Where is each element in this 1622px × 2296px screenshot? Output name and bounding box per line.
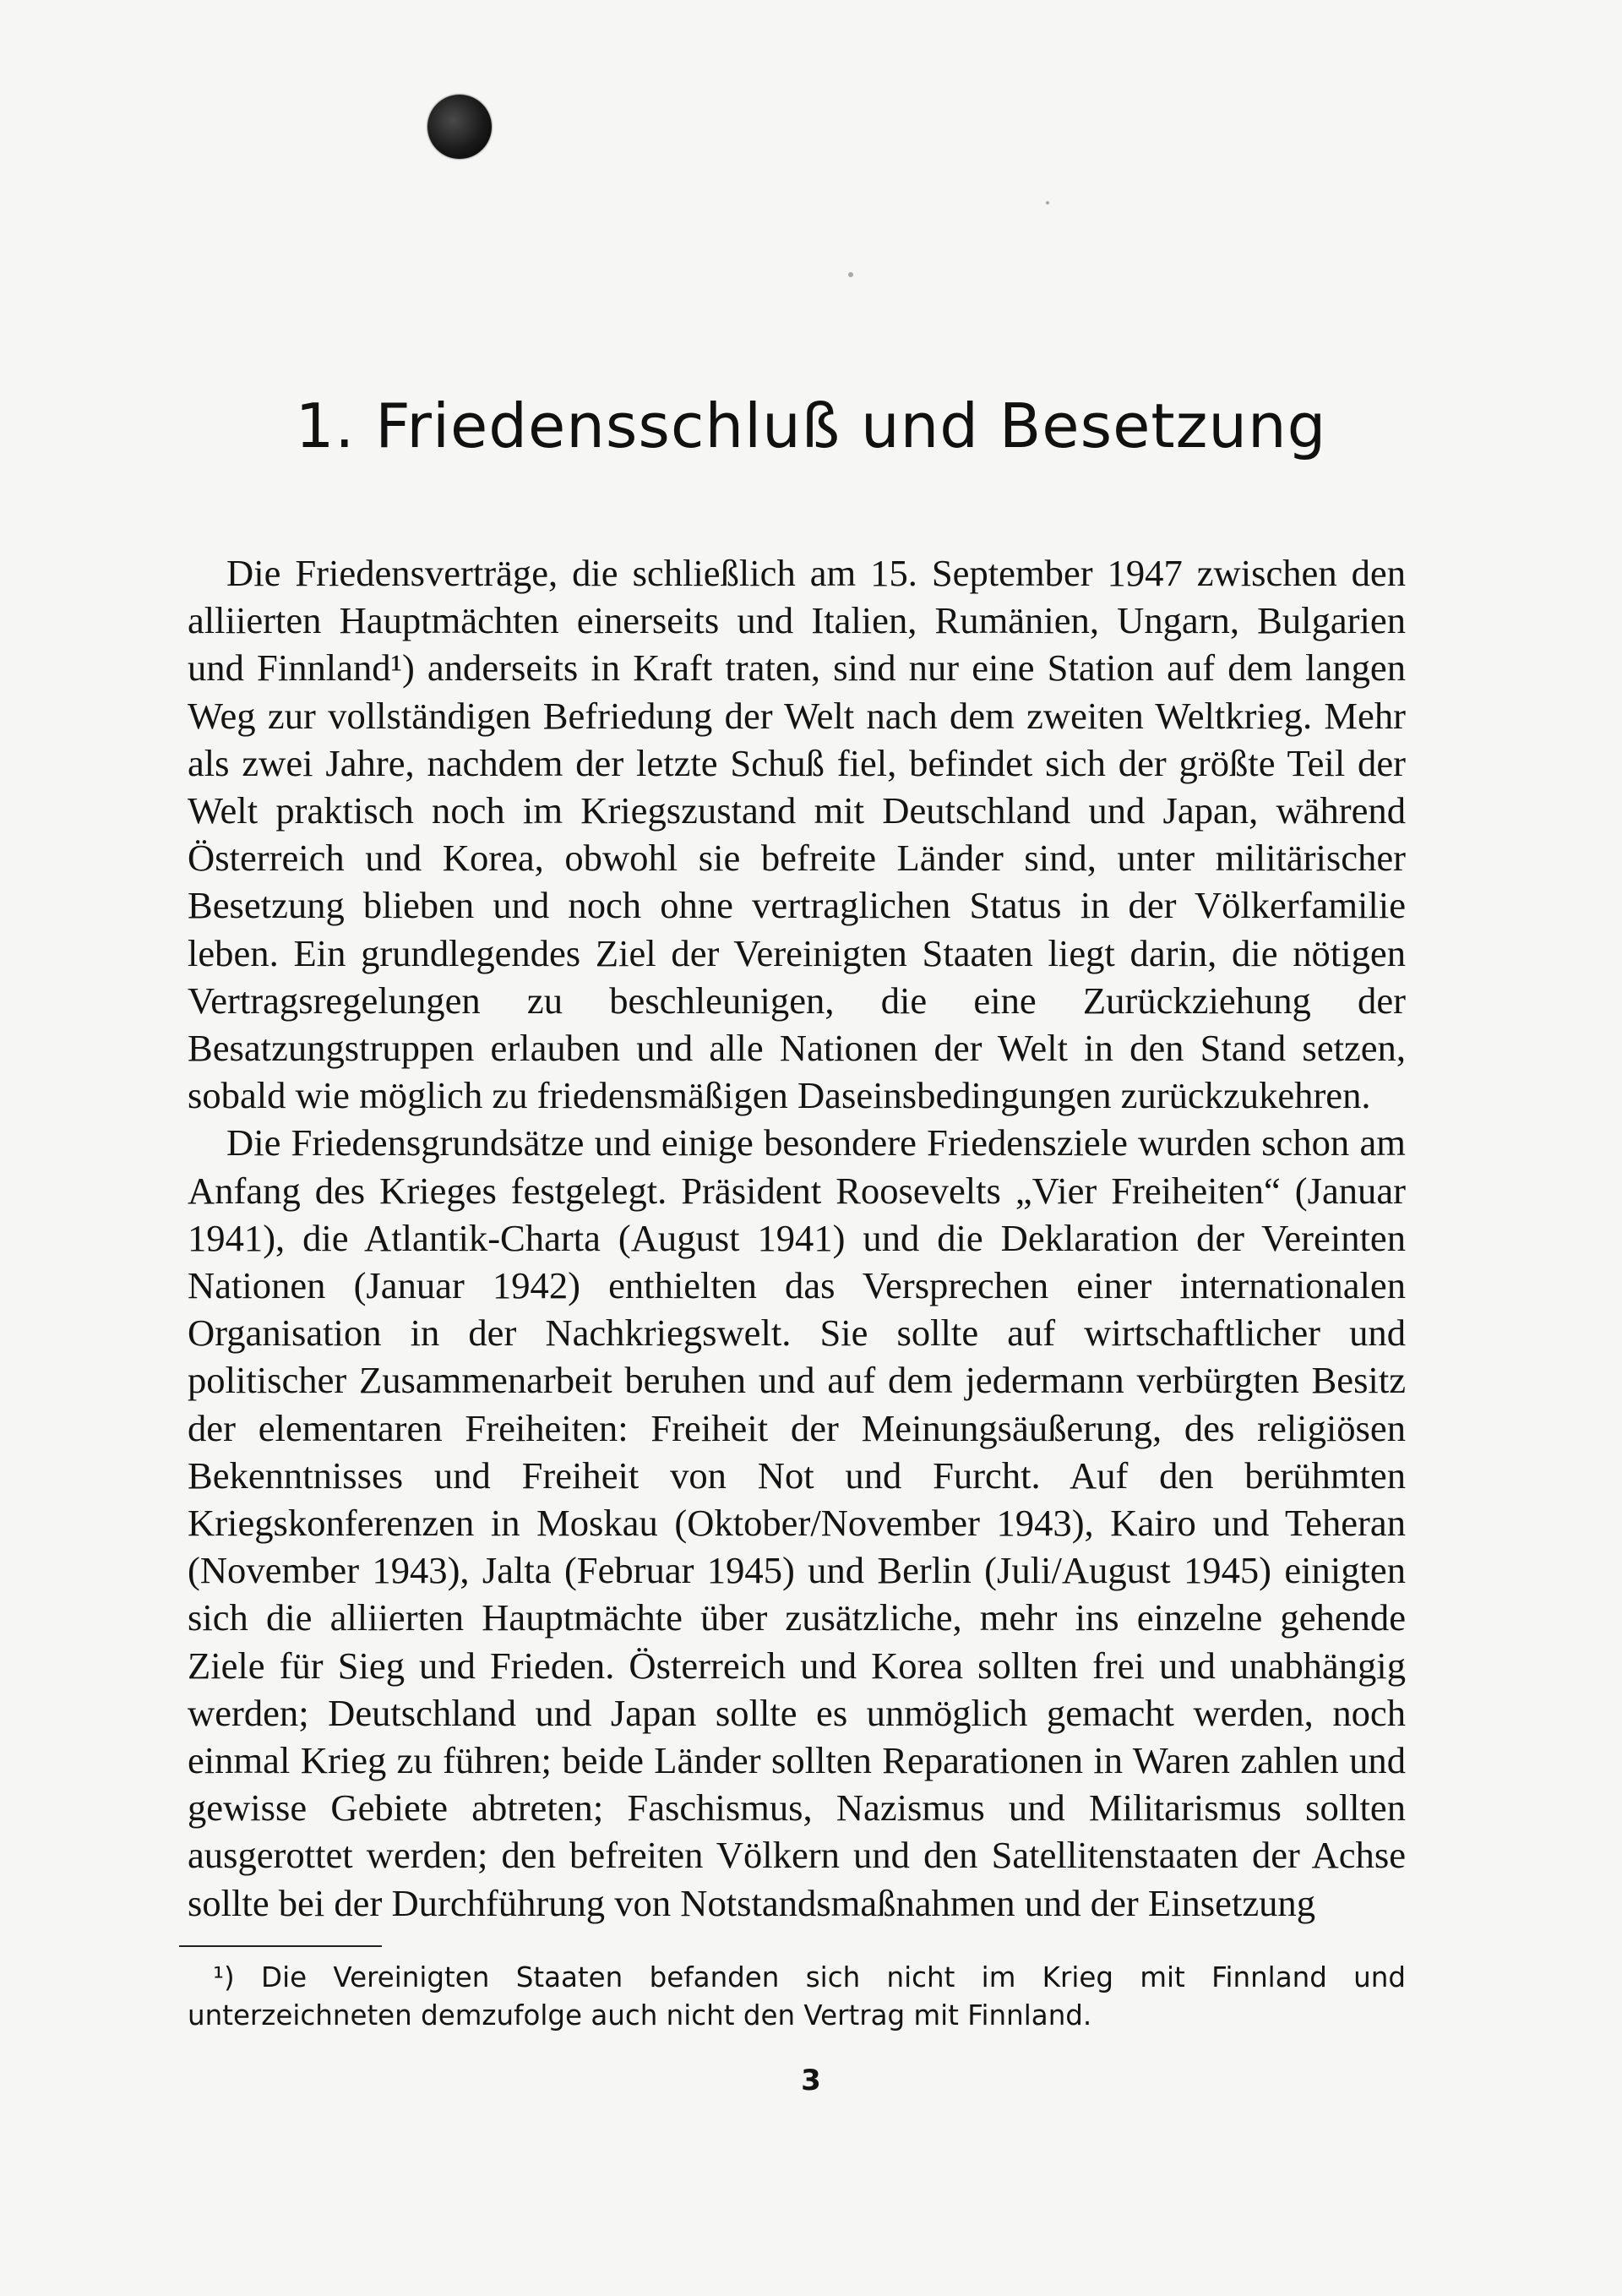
body-text: [188, 549, 1406, 1927]
page-number: 3: [801, 2064, 821, 2097]
punch-hole-mark: [427, 95, 492, 159]
dust-speck: [848, 272, 853, 277]
footnotes: [188, 1959, 1406, 2035]
dust-speck: [1046, 201, 1049, 205]
chapter-heading: 1. Friedensschluß und Besetzung: [295, 390, 1327, 461]
footnote: ¹) Die Vereinigten Staaten befanden sich nicht im Krieg mit Finnland und unterzeichneten demzufolge auch nicht den Vertrag mit Finnland.: [188, 1961, 1406, 2031]
paragraph: Die Friedensgrundsätze und einige besondere Friedensziele wurden schon am Anfang des Krieges festgelegt. Präsident Roosevelts „Vier Freiheiten“ (Januar 1941), die Atlantik-Charta (August 1941) und die Deklaration der Vereinten Nationen (Januar 1942) enthielten das Versprechen einer internationalen Organisation in der Nachkriegswelt. Sie sollte auf wirtschaftlicher und politischer Zusammenarbeit beruhen und auf dem jedermann verbürgten Besitz der elementaren Freiheiten: Freiheit der Meinungsäußerung, des religiösen Bekenntnisses und Freiheit von Not und Furcht. Auf den berühmten Kriegskonferenzen in Moskau (Oktober/November 1943), Kairo und Teheran (November 1943), Jalta (Februar 1945) und Berlin (Juli/August 1945) einigten sich die alliierten Hauptmächte über zusätzliche, mehr ins einzelne gehende Ziele für Sieg und Frieden. Österreich und Korea sollten frei und unabhängig werden; Deutschland und Japan sollte es unmöglich gemacht werden, noch einmal Krieg zu führen; beide Länder sollten Reparationen in Waren zahlen und gewisse Gebiete abtreten; Faschismus, Nazismus und Militarismus sollten ausgerottet werden; den befreiten Völkern und den Satellitenstaaten der Achse sollte bei der Durchführung von Notstandsmaßnahmen und der Einsetzung: [188, 1121, 1406, 1924]
paragraph: Die Friedensverträge, die schließlich am 15. September 1947 zwischen den alliierten Hauptmächten einerseits und Italien, Rumänien, Ungarn, Bulgarien und Finnland¹) anderseits in Kraft traten, sind nur eine Station auf dem langen Weg zur vollständigen Befriedung der Welt nach dem zweiten Weltkrieg. Mehr als zwei Jahre, nachdem der letzte Schuß fiel, befindet sich der größte Teil der Welt praktisch noch im Kriegszustand mit Deutschland und Japan, während Österreich und Korea, obwohl sie befreite Länder sind, unter militärischer Besetzung blieben und noch ohne vertraglichen Status in der Völkerfamilie leben. Ein grundlegendes Ziel der Vereinigten Staaten liegt darin, die nötigen Vertragsregelungen zu beschleunigen, die eine Zurückziehung der Besatzungstruppen erlauben und alle Nationen der Welt in den Stand setzen, sobald wie möglich zu friedensmäßigen Daseinsbedingungen zurückzukehren.: [188, 552, 1406, 1117]
footnote-divider: [179, 1945, 382, 1947]
